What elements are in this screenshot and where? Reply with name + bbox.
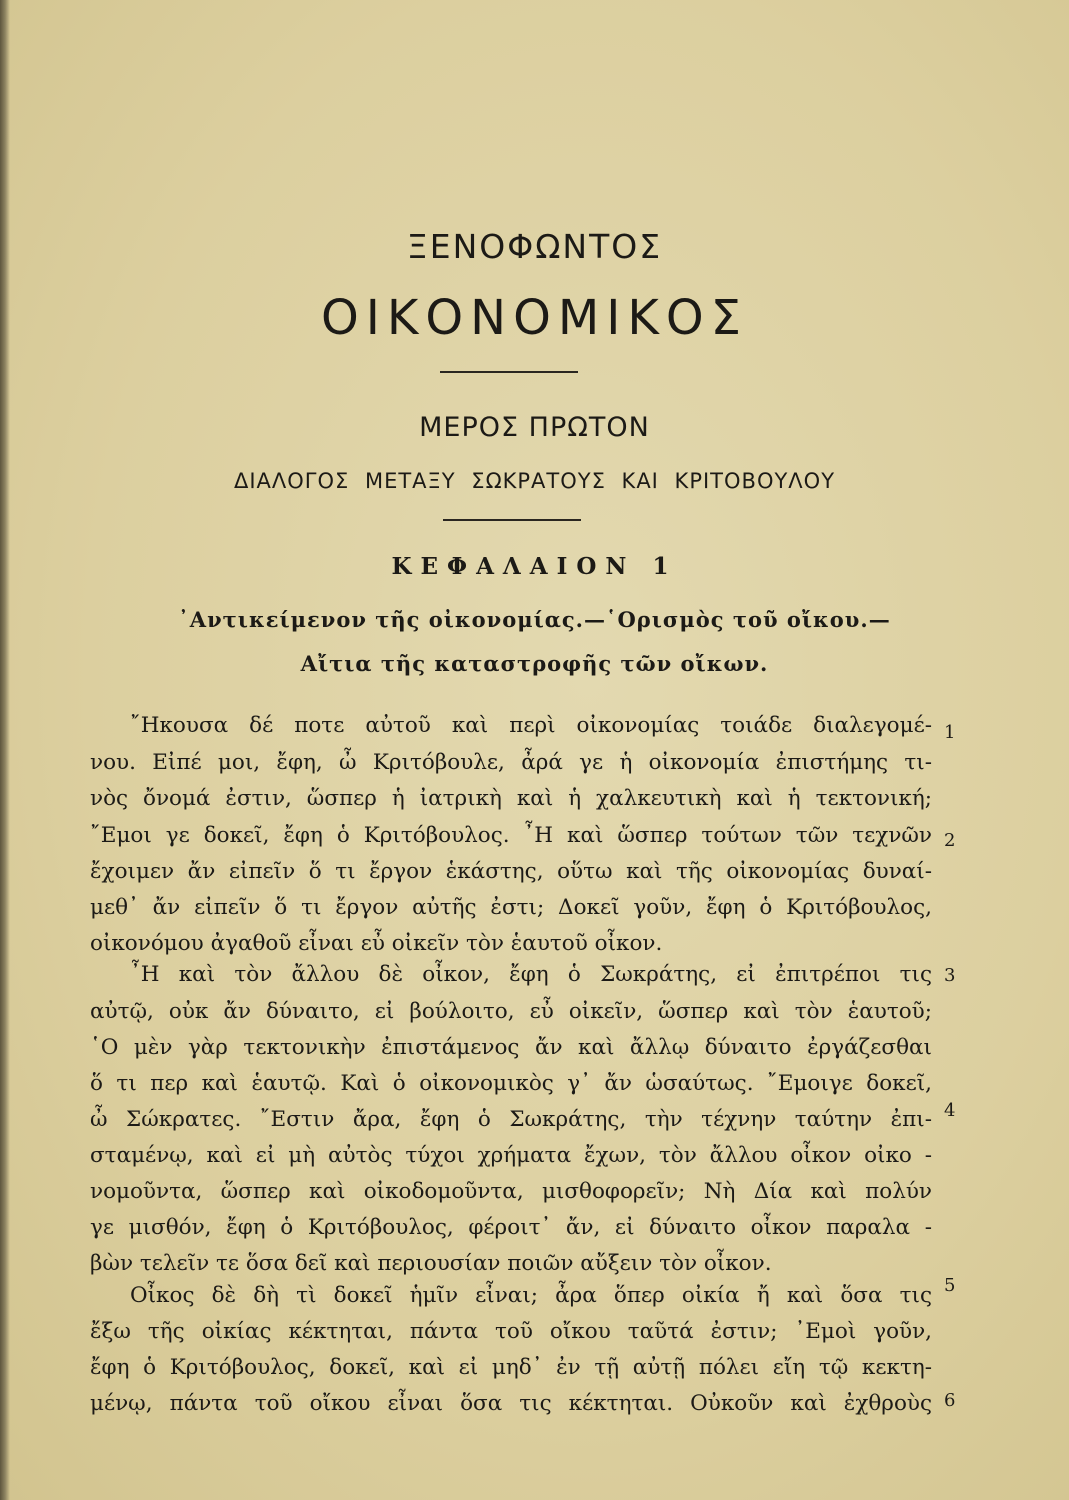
text-line-9: αὐτῷ, οὐκ ἄν δύναιτο, εἰ βούλοιτο, εὖ οἰκεῖν, ὥσπερ καὶ τὸν ἑαυτοῦ; <box>90 999 932 1024</box>
text-line-11: ὅ τι περ καὶ ἑαυτῷ. Καὶ ὁ οἰκονομικὸς γ᾿ ἄν ὡσαύτως. ῎Εμοιγε δοκεῖ, <box>90 1071 932 1096</box>
author-heading: ΞΕΝΟΦΩΝΤΟΣ <box>406 227 663 266</box>
text-line-1: ῎Ηκουσα δέ ποτε αὐτοῦ καὶ περὶ οἰκονομίας τοιάδε διαλεγομέ- <box>130 713 932 738</box>
text-line-15: γε μισθόν, ἔφη ὁ Κριτόβουλος, φέροιτ᾿ ἄν, εἰ δύναιτο οἶκον παραλα - <box>90 1215 932 1240</box>
divider-rule-bottom <box>443 519 581 521</box>
text-line-14: νομοῦντα, ὥσπερ καὶ οἰκοδομοῦντα, μισθοφορεῖν; Νὴ Δία καὶ πολύν <box>90 1179 932 1204</box>
part-heading: ΜΕΡΟΣ ΠΡΩΤΟΝ <box>419 412 650 443</box>
text-line-2: νου. Εἰπέ μοι, ἔφη, ὦ Κριτόβουλε, ἆρά γε ἡ οἰκονομία ἐπιστήμης τι- <box>90 750 932 775</box>
text-line-20: μένῳ, πάντα τοῦ οἴκου εἶναι ὅσα τις κέκτηται. Οὐκοῦν καὶ ἐχθροὺς <box>90 1391 932 1416</box>
dialogue-heading: ΔΙΑΛΟΓΟΣ ΜΕΤΑΞΥ ΣΩΚΡΑΤΟΥΣ ΚΑΙ ΚΡΙΤΟΒΟΥΛΟΥ <box>233 469 836 493</box>
section-number-3: 3 <box>944 965 956 986</box>
section-number-2: 2 <box>944 830 956 851</box>
text-line-8: ῏Η καὶ τὸν ἄλλου δὲ οἶκον, ἔφη ὁ Σωκράτης, εἰ ἐπιτρέποι τις <box>130 962 932 987</box>
section-number-5: 5 <box>944 1275 956 1296</box>
text-line-17: Οἶκος δὲ δὴ τὶ δοκεῖ ἡμῖν εἶναι; ἆρα ὅπερ οἰκία ἤ καὶ ὅσα τις <box>130 1283 932 1308</box>
divider-rule-top <box>440 371 578 373</box>
chapter-subtitle-line-2: Αἴτια τῆς καταστροφῆς τῶν οἴκων. <box>300 651 769 676</box>
chapter-heading: ΚΕΦΑΛΑΙΟΝ 1 <box>391 553 678 580</box>
text-line-12: ὦ Σώκρατες. ῎Εστιν ἄρα, ἔφη ὁ Σωκράτης, τὴν τέχνην ταύτην ἐπι- <box>90 1107 932 1132</box>
text-line-13: σταμένῳ, καὶ εἰ μὴ αὐτὸς τύχοι χρήματα ἔχων, τὸν ἄλλου οἶκον οἰκο - <box>90 1143 932 1168</box>
section-number-1: 1 <box>944 722 956 743</box>
text-line-4: ῎Εμοι γε δοκεῖ, ἔφη ὁ Κριτόβουλος. ῏Η καὶ ὥσπερ τούτων τῶν τεχνῶν <box>90 823 932 848</box>
text-line-3: νὸς ὄνομά ἐστιν, ὥσπερ ἡ ἰατρικὴ καὶ ἡ χαλκευτικὴ καὶ ἡ τεκτονική; <box>90 786 932 811</box>
text-line-18: ἔξω τῆς οἰκίας κέκτηται, πάντα τοῦ οἴκου ταῦτά ἐστιν; ᾿Εμοὶ γοῦν, <box>90 1319 932 1344</box>
text-line-6: μεθ᾿ ἄν εἰπεῖν ὅ τι ἔργον αὐτῆς ἐστι; Δοκεῖ γοῦν, ἔφη ὁ Κριτόβουλος, <box>90 895 932 920</box>
page-edge-shadow <box>0 0 10 1500</box>
text-line-7: οἰκονόμου ἀγαθοῦ εἶναι εὖ οἰκεῖν τὸν ἑαυτοῦ οἶκον. <box>90 931 663 956</box>
text-line-5: ἔχοιμεν ἄν εἰπεῖν ὅ τι ἔργον ἑκάστης, οὕτω καὶ τῆς οἰκονομίας δυναί- <box>90 859 932 884</box>
text-line-16: βὼν τελεῖν τε ὅσα δεῖ καὶ περιουσίαν ποιῶν αὔξειν τὸν οἶκον. <box>90 1251 772 1276</box>
text-line-10: ῾Ο μὲν γὰρ τεκτονικὴν ἐπιστάμενος ἄν καὶ ἄλλῳ δύναιτο ἐργάζεσθαι <box>90 1035 932 1060</box>
text-line-19: ἔφη ὁ Κριτόβουλος, δοκεῖ, καὶ εἰ μηδ᾿ ἐν τῇ αὐτῇ πόλει εἴη τῷ κεκτη- <box>90 1355 932 1380</box>
section-number-6: 6 <box>944 1390 956 1411</box>
section-number-4: 4 <box>944 1100 956 1121</box>
chapter-subtitle-line-1: ᾿Αντικείμενον τῆς οἰκονομίας.—῾Ορισμὸς τοῦ οἴκου.— <box>178 607 891 632</box>
title-heading: ΟΙΚΟΝΟΜΙΚΟΣ <box>320 290 749 346</box>
